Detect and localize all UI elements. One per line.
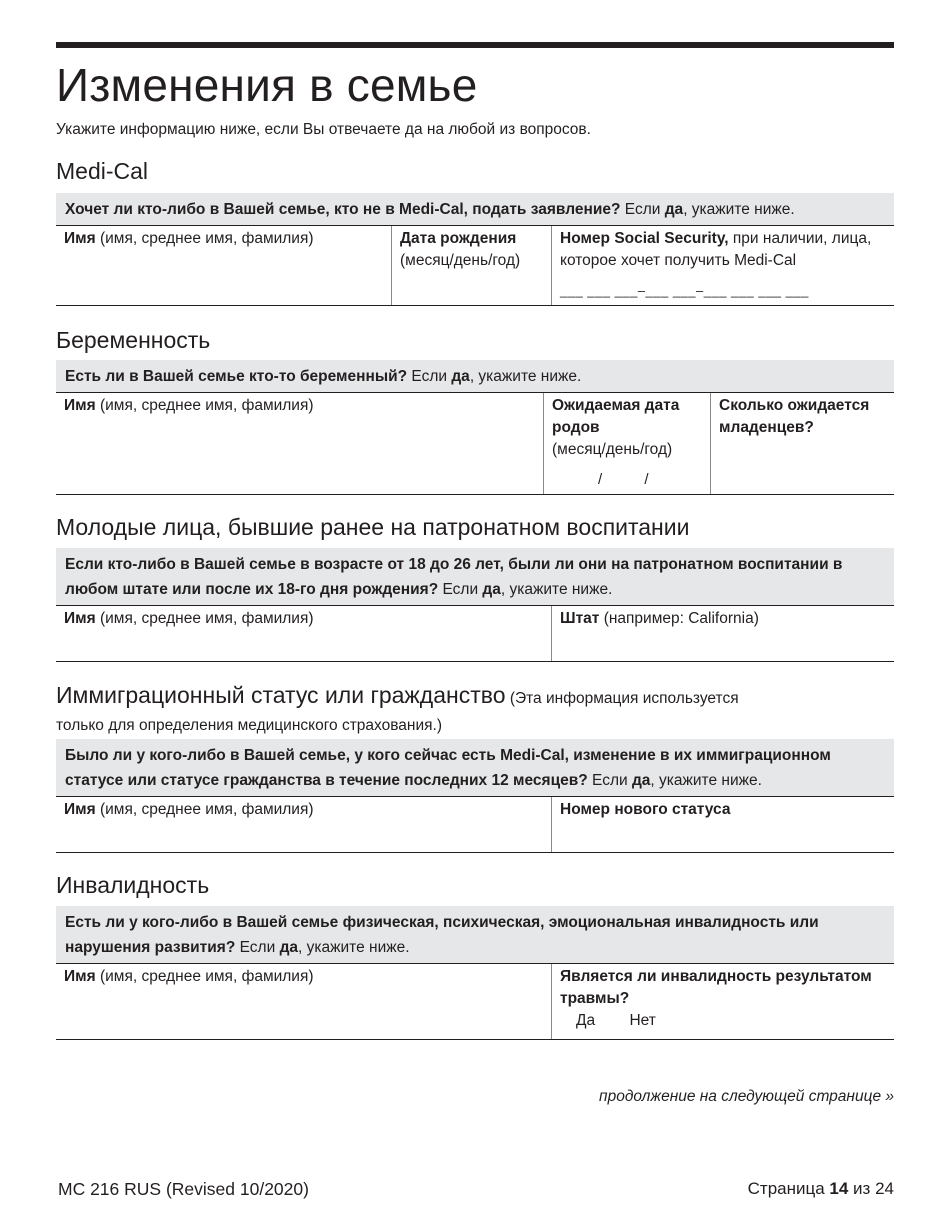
due-date-field[interactable]: Ожидаемая дата родов (месяц/день/год) / / — [543, 393, 710, 494]
form-page — [56, 42, 894, 1040]
no-option[interactable]: Нет — [629, 1012, 656, 1030]
yes-option[interactable]: Да — [576, 1012, 596, 1030]
name-field[interactable]: Имя (имя, среднее имя, фамилия) — [64, 230, 314, 248]
section-heading-immigration-wrap — [56, 682, 894, 709]
medical-fields-row — [56, 225, 894, 306]
intro-text: Укажите информацию ниже, если Вы отвечаете да на любой из вопросов. — [56, 121, 591, 138]
yes-no-options — [560, 1010, 886, 1032]
foster-fields-row — [56, 605, 894, 662]
question-immigration: Было ли у кого-либо в Вашей семье, у кого сейчас есть Medi-Cal, изменение в их иммиграционном статусе или статусе гражданства в течение последних 12 месяцев? Если да, укажите ниже. — [56, 739, 894, 796]
ssn-field[interactable]: Номер Social Security, при наличии, лица, которое хочет получить Medi-Cal ___ ___ ___–___ ___–___ ___ ___ ___ — [551, 226, 894, 305]
page-title: Изменения в семье — [56, 59, 478, 111]
section-heading-medical: Medi-Cal — [56, 158, 149, 184]
state-field[interactable]: Штат (например: California) — [551, 606, 894, 661]
disability-fields-row — [56, 963, 894, 1040]
new-status-number-field[interactable]: Номер нового статуса — [551, 797, 894, 852]
question-bold: Хочет ли кто-либо в Вашей семье, кто не в Medi-Cal, подать заявление? — [65, 201, 621, 219]
date-slashes: / / — [598, 470, 649, 488]
babies-count-field[interactable]: Сколько ожидается младенцев? — [710, 393, 894, 494]
immigration-note: (Эта информация используется — [505, 689, 739, 707]
name-field[interactable]: Имя (имя, среднее имя, фамилия) — [64, 396, 314, 414]
question-medical: Хочет ли кто-либо в Вашей семье, кто не в Medi-Cal, подать заявление? Если да, укажите ниже. — [56, 193, 894, 225]
page-number: Страница 14 из 24 — [747, 1179, 894, 1198]
question-pregnancy: Есть ли в Вашей семье кто-то беременный? Если да, укажите ниже. — [56, 360, 894, 392]
pregnancy-fields-row — [56, 392, 894, 495]
name-field[interactable]: Имя (имя, среднее имя, фамилия) — [64, 800, 314, 818]
ssn-blanks: ___ ___ ___–___ ___–___ ___ ___ ___ — [560, 283, 809, 299]
immigration-fields-row — [56, 796, 894, 853]
section-heading-disability: Инвалидность — [56, 871, 210, 898]
birthdate-field[interactable]: Дата рождения (месяц/день/год) — [391, 226, 551, 305]
question-disability: Есть ли у кого-либо в Вашей семье физическая, психическая, эмоциональная инвалидность или нарушения развития? Если да, укажите ниже. — [56, 906, 894, 963]
section-heading-foster: Молодые лица, бывшие ранее на патронатном воспитании — [56, 513, 690, 540]
continue-note: продолжение на следующей странице » — [599, 1088, 894, 1105]
name-field[interactable]: Имя (имя, среднее имя, фамилия) — [64, 609, 314, 627]
injury-field: Является ли инвалидность результатом травмы? Да Нет — [551, 964, 894, 1039]
name-field[interactable]: Имя (имя, среднее имя, фамилия) — [64, 968, 314, 986]
question-foster: Если кто-либо в Вашей семье в возрасте от 18 до 26 лет, были ли они на патронатном воспитании в любом штате или после их 18-го дня рождения? Если да, укажите ниже. — [56, 548, 894, 605]
section-heading-immigration: Иммиграционный статус или гражданство — [56, 681, 506, 708]
top-rule — [56, 42, 894, 48]
immigration-note-continued: только для определения медицинского страхования.) — [56, 716, 442, 734]
section-heading-pregnancy: Беременность — [56, 327, 211, 354]
form-id: MC 216 RUS (Revised 10/2020) — [58, 1179, 309, 1199]
